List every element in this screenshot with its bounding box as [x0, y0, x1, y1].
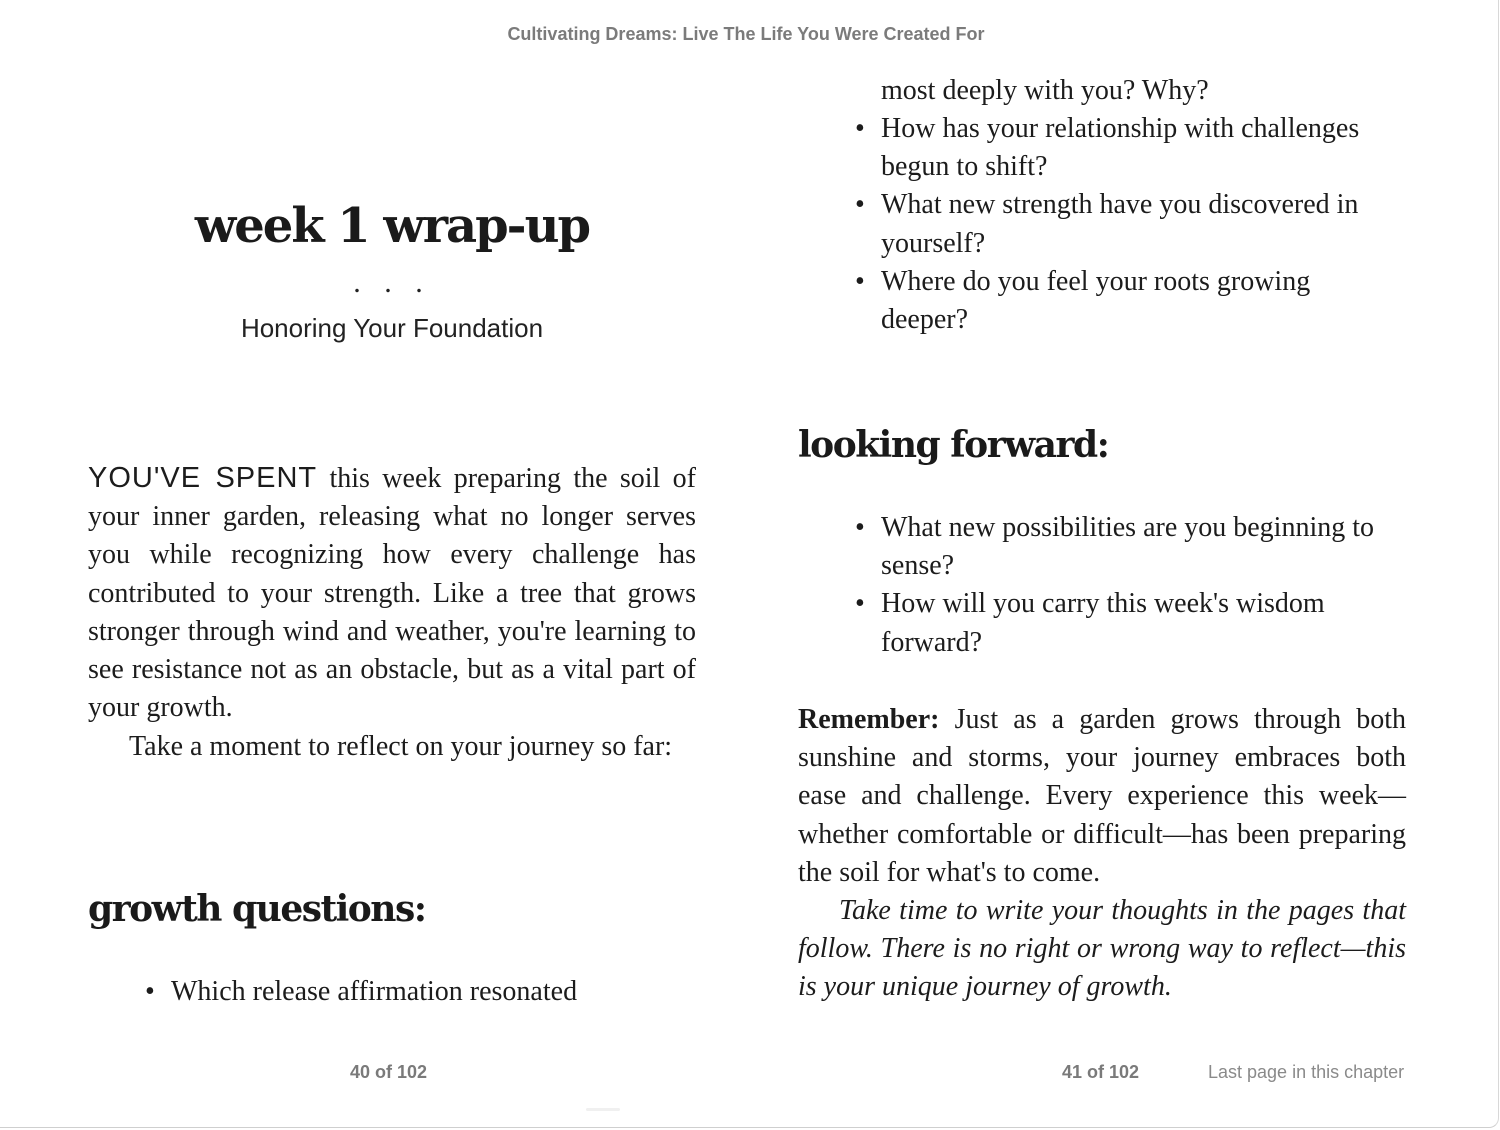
growth-questions-list-continued: [798, 110, 1401, 339]
chapter-title: week 1 wrap-up: [194, 198, 590, 254]
growth-questions-list: [88, 973, 691, 1011]
continued-question-text: most deeply with you? Why?: [881, 75, 1209, 106]
intro-paragraph: [88, 459, 696, 727]
list-item: • What new strength have you discovered in yourself?: [798, 186, 1401, 262]
looking-forward-list: [798, 509, 1401, 662]
chapter-status-note: Last page in this chapter: [1208, 1062, 1405, 1082]
remember-label: Remember:: [798, 704, 940, 735]
chapter-subtitle: Honoring Your Foundation: [240, 313, 544, 343]
list-item: • How has your relationship with challenges begun to shift?: [798, 110, 1401, 186]
growth-questions-heading: growth questions:: [88, 888, 426, 930]
intro-lead-caps: YOU'VE SPENT: [88, 462, 318, 494]
right-page: [798, 0, 1406, 1050]
remember-body: Just as a garden grows through both sunshine and storms, your journey embraces both ease and challenge. Every experience this week—whether comfortable or difficult—has been preparing the soil for what's to come.: [798, 704, 1407, 888]
left-page: [88, 0, 696, 1050]
list-item: • How will you carry this week's wisdom forward?: [798, 585, 1401, 661]
book-title: Cultivating Dreams: Live The Life You Were Created For: [507, 24, 985, 44]
page-number-left: 40 of 102: [350, 1062, 428, 1082]
list-item: • What new possibilities are you beginning to sense?: [798, 509, 1401, 585]
bottom-handle: [586, 1108, 620, 1111]
looking-forward-heading: looking forward:: [798, 424, 1109, 466]
list-item: • Where do you feel your roots growing deeper?: [798, 263, 1401, 339]
list-item: • Which release affirmation resonated: [88, 973, 691, 1011]
reflect-paragraph: Take a moment to reflect on your journey so far:: [129, 731, 673, 762]
ornament-dots: . . .: [353, 266, 431, 299]
closing-paragraph: Take time to write your thoughts in the pages that follow. There is no right or wrong way to reflect—this is your unique journey of growth.: [798, 895, 1406, 1003]
intro-body: this week preparing the soil of your inner garden, releasing what no longer serves you while recognizing how every challenge has contributed to your strength. Like a tree that grows stronger through wind and weather, you're learning to see resistance not as an obstacle, but as a vital part of your growth.: [88, 463, 696, 724]
page-number-right: 41 of 102: [1062, 1062, 1140, 1082]
remember-paragraph: [798, 701, 1406, 892]
